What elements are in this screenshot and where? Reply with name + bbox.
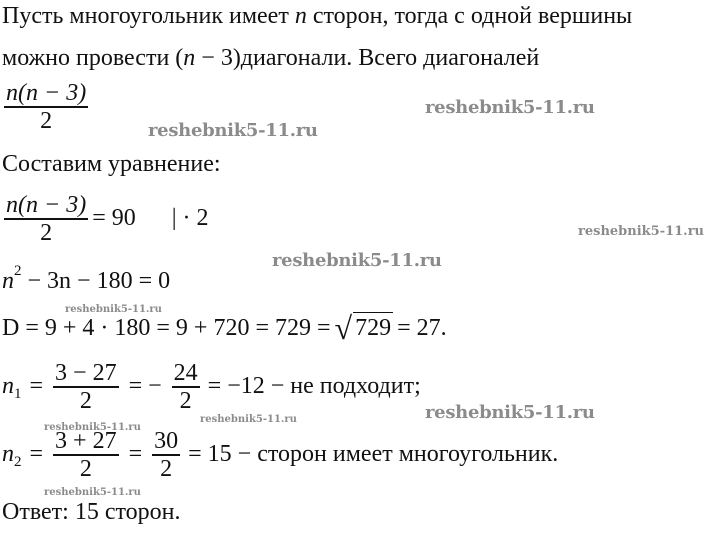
variable-n: n (2, 268, 14, 294)
fraction (53, 360, 119, 414)
radical-sign-icon: √ (334, 310, 353, 346)
equals-sign: = (128, 441, 143, 468)
text-segment: − 3)диагонали. Всего диагоналей (195, 45, 540, 71)
root-n1-line (0, 360, 421, 414)
text-segment: можно провести ( (2, 45, 184, 71)
fraction-numerator: 3 + 27 (55, 428, 117, 454)
paragraph-line-1 (2, 2, 632, 30)
equation-2 (0, 263, 171, 295)
fraction (53, 428, 119, 482)
watermark: reshebnik5-11.ru (65, 304, 162, 315)
equals-sign: = (29, 373, 44, 400)
text-segment: сторон, тогда с одной вершины (306, 3, 633, 29)
watermark: reshebnik5-11.ru (425, 402, 595, 423)
watermark: reshebnik5-11.ru (44, 487, 141, 498)
fraction-denominator: 2 (160, 455, 173, 482)
fraction-denominator: 2 (40, 107, 53, 134)
variable-n: n (294, 3, 307, 29)
variable-n: n (2, 373, 14, 400)
exponent: 2 (14, 263, 22, 279)
fraction-denominator: 2 (179, 387, 192, 414)
answer-text: Ответ: 15 сторон. (2, 499, 181, 525)
watermark: reshebnik5-11.ru (44, 422, 141, 433)
fraction-denominator: 2 (79, 387, 92, 414)
text-segment: Составим уравнение: (2, 151, 221, 177)
discriminant-result: = 27. (397, 314, 447, 341)
answer-line (2, 498, 181, 526)
equals-sign: = (29, 441, 44, 468)
fraction-denominator: 2 (40, 219, 53, 246)
fraction-denominator: 2 (79, 455, 92, 482)
root-n2-conclusion: = 15 − сторон имеет многоугольник. (188, 441, 559, 468)
equals-minus: = − (128, 373, 162, 400)
root-n1-conclusion: = −12 − не подходит; (207, 373, 421, 400)
multiplier-note: | · 2 (171, 205, 209, 232)
fraction (172, 360, 200, 414)
fraction-numerator: 30 (154, 428, 179, 454)
subscript: 2 (14, 454, 22, 471)
equation-rest: − 3n − 180 = 0 (27, 268, 171, 294)
equation-intro (2, 150, 221, 178)
text-segment: Пусть многоугольник имеет (2, 3, 295, 29)
equation-1 (0, 192, 209, 246)
equation-rhs: = 90 (92, 205, 136, 232)
watermark: reshebnik5-11.ru (200, 414, 297, 425)
fraction (4, 192, 88, 246)
fraction-numerator: n(n − 3) (6, 192, 87, 218)
paragraph-line-2 (2, 44, 539, 72)
variable-n: n (183, 45, 196, 71)
discriminant-expression: D = 9 + 4 · 180 = 9 + 720 = 729 = (2, 314, 331, 341)
fraction-numerator: n(n − 3) (6, 80, 87, 106)
root-n2-line (0, 428, 558, 482)
watermark: reshebnik5-11.ru (272, 250, 442, 271)
fraction (4, 80, 88, 134)
fraction-numerator: 3 − 27 (55, 360, 117, 386)
fraction-numerator: 24 (173, 360, 198, 386)
watermark: reshebnik5-11.ru (148, 120, 318, 141)
diagonal-count-formula (0, 80, 92, 134)
square-root (335, 312, 394, 344)
subscript: 1 (14, 386, 22, 403)
fraction (152, 428, 180, 482)
variable-n: n (2, 441, 14, 468)
radicand: 729 (353, 312, 393, 344)
watermark: reshebnik5-11.ru (425, 97, 595, 118)
discriminant-line (0, 312, 447, 344)
watermark: reshebnik5-11.ru (578, 224, 705, 239)
